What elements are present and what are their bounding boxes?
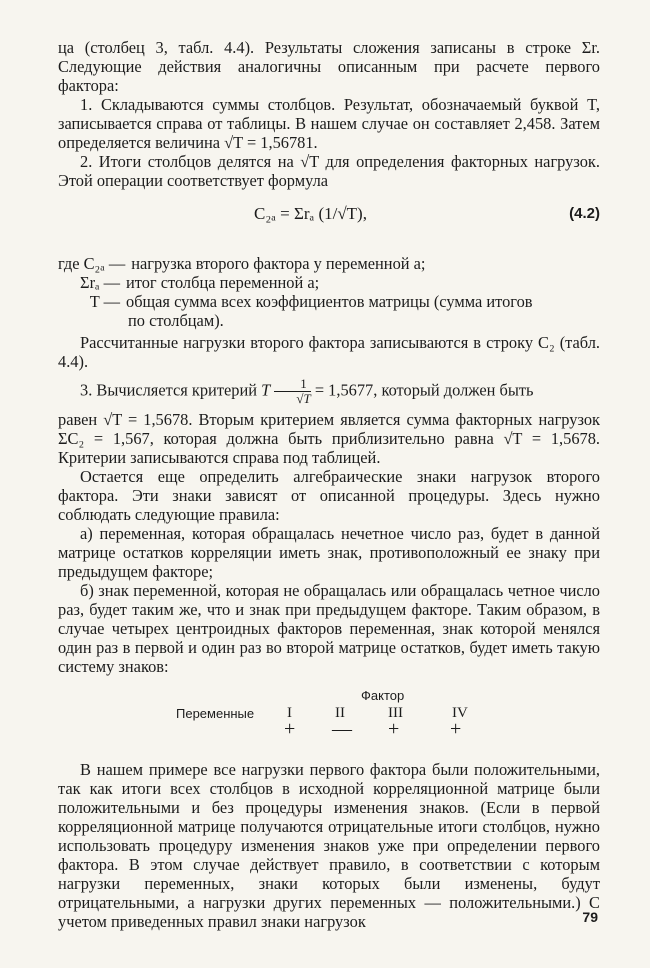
definition-row	[58, 273, 600, 292]
fraction-one-over-root-t: $\frac{1}{√T}$	[274, 377, 310, 406]
text-line: фактора:	[58, 76, 119, 95]
rule-a: а) переменная, которая обращалась нечетное число раз, будет в данной матрице остатков корреляции иметь знак, противоположный ее знаку при предыдущем факторе;	[58, 524, 600, 581]
list-item-3-continuation: равен √T = 1,5678. Вторым критерием является сумма факторных нагрузок ΣC₂ = 1,567, которая должна быть приблизительно равна √T = 1,5678. Критерии записываются справа под таблицей.	[58, 410, 600, 467]
sign-table-row-label: Переменные	[176, 706, 255, 721]
factor-sign: +	[388, 718, 400, 740]
formula-block	[58, 190, 600, 252]
definition-text: общая сумма всех коэффициентов матрицы (сумма итогов	[126, 292, 533, 311]
factor-label: II	[335, 705, 345, 721]
definition-symbol: T —	[89, 292, 120, 311]
factor-label: III	[388, 705, 403, 721]
rule-b: б) знак переменной, которая не обращалась или обращалась четное число раз, будет таким же, что и знак при предыдущем факторе. Таким образом, в случае четырех центроидных факторов переменная, знак которой менялся один раз в первой и один раз во второй матрице остатков, будет иметь такую систему знаков:	[58, 581, 600, 676]
formula-number: (4.2)	[569, 205, 600, 222]
paragraph-signs: Остается еще определить алгебраические знаки нагрузок второго фактора. Эти знаки зависят от описанной процедуры. Здесь нужно соблюдать следующие правила:	[58, 467, 600, 524]
definition-symbol: Σrₐ —	[80, 273, 120, 292]
definition-text: нагрузка второго фактора у переменной a;	[131, 254, 426, 273]
definition-row	[58, 254, 600, 273]
factor-sign: +	[450, 718, 462, 740]
factor-label: IV	[452, 705, 468, 721]
factor-label: I	[287, 705, 292, 721]
paragraph-continuation	[58, 38, 600, 95]
definition-row	[58, 292, 600, 311]
definition-symbol: где C₂ₐ —	[58, 254, 126, 273]
factor-sign: —	[332, 718, 352, 740]
definitions-list	[58, 254, 600, 330]
formula-expression: C₂ₐ = Σrₐ (1/√T),	[254, 204, 367, 223]
sign-table-header: Фактор	[361, 688, 405, 703]
list-item-3-line: 3. Вычисляется критерий T $\frac{1}{√T}$ = 1,5677, который должен быть	[80, 376, 534, 406]
list-item-2: 2. Итоги столбцов делятся на √T для определения факторных нагрузок. Этой операции соответствует формула	[58, 152, 600, 190]
paragraph-final: В нашем примере все нагрузки первого фактора были положительными, так как итоги всех столбцов в исходной корреляционной матрице были положительными и без процедуры изменения знаков. (Если в первой корреляционной матрице получаются отрицательные итоги столбцов, нужно использовать процедуру изменения знаков уже при определении первого фактора. В этом случае действует правило, в соответствии с которым нагрузки переменных, знаки которых были изменены, будут отрицательными, а нагрузки других переменных — положительными.) С учетом приведенных правил знаки нагрузок	[58, 760, 600, 931]
paragraph-loads: Рассчитанные нагрузки второго фактора записываются в строку C₂ (табл. 4.4).	[58, 333, 600, 371]
page-number: 79	[582, 909, 598, 925]
item3-end: = 1,5677, который должен быть	[314, 380, 534, 400]
list-item-1: 1. Складываются суммы столбцов. Результат, обозначаемый буквой T, записывается справа от таблицы. В нашем случае он составляет 2,458. Затем определяется величина √T = 1,56781.	[58, 95, 600, 152]
factor-sign: +	[284, 718, 296, 740]
definition-continuation: по столбцам).	[128, 311, 224, 330]
item3-start: 3. Вычисляется критерий	[80, 380, 257, 400]
text-line: ца (столбец 3, табл. 4.4). Результаты сложения записаны в строке Σr.	[58, 38, 600, 57]
sign-table	[58, 686, 600, 742]
definition-text: итог столбца переменной a;	[126, 273, 320, 292]
text-line: Следующие действия аналогичны описанным при расчете первого	[58, 57, 600, 76]
